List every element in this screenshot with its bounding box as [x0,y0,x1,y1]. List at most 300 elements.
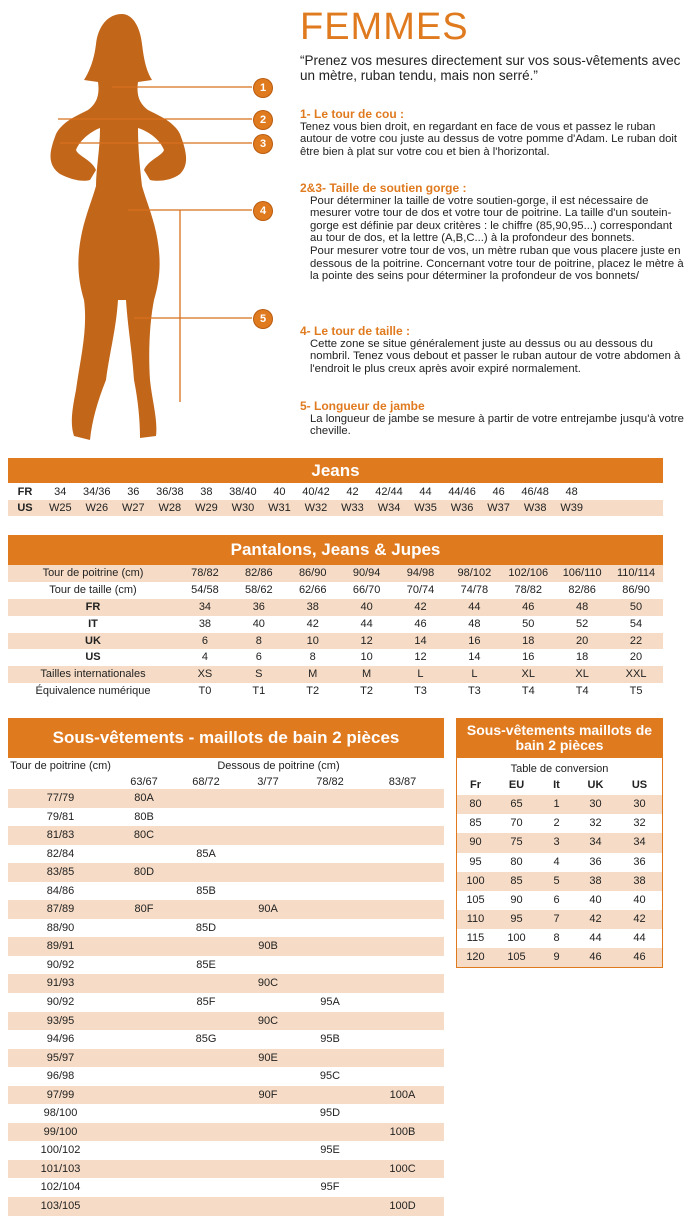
table-cell: Tour de taille (cm) [49,583,137,596]
table-cell: 100 [507,932,526,945]
table-cell: T0 [198,685,212,698]
table-cell: 100C [389,1162,416,1175]
table-cell: 70 [510,817,523,830]
conversion-title: Sous-vêtements maillots de bain 2 pièces [457,718,662,758]
table-cell: 20 [629,651,643,664]
sv-col-blank [8,775,113,789]
table-cell: 80F [134,903,154,916]
table-cell: 95/97 [46,1051,75,1064]
table-row [8,1178,444,1197]
table-cell: 85 [510,874,523,887]
conversion-subtitle: Table de conversion [510,763,609,775]
table-cell: M [308,668,318,681]
table-cell: 102/106 [508,567,549,579]
table-cell: W34 [377,502,401,514]
table-cell: 90 [469,836,482,849]
table-row [8,649,663,666]
table-cell [299,919,361,938]
table-cell: US [17,502,33,514]
table-cell: 85G [195,1033,217,1046]
table-cell [361,900,444,919]
table-cell [113,1104,175,1123]
table-row [8,633,663,650]
table-cell [299,1160,361,1179]
table-cell: 46 [492,486,505,498]
table-cell: T4 [575,685,589,698]
table-cell [361,993,444,1012]
table-cell: W28 [158,502,182,514]
table-cell: US [85,651,101,664]
table-row [8,937,444,956]
table-cell [113,1197,175,1216]
table-cell: IT [88,617,98,630]
table-cell [175,1123,237,1142]
column-header: It [553,779,560,791]
sv-group-label: Dessous de poitrine (cm) [217,760,340,772]
table-cell [175,1104,237,1123]
table-cell: 4 [553,855,560,868]
table-cell [175,808,237,827]
table-cell: 58/62 [245,583,273,596]
table-cell: 90E [258,1051,278,1064]
table-cell [175,1160,237,1179]
section-1-heading: 1- Le tour de cou : [300,107,405,121]
column-header: 78/82 [316,776,344,788]
table-cell [299,1123,361,1142]
table-cell: 86/90 [622,583,650,596]
table-cell: 34 [589,836,602,849]
table-cell: 36 [127,486,140,498]
table-row [8,1197,444,1216]
table-row [457,948,662,967]
table-cell: 44 [419,486,432,498]
table-cell [361,863,444,882]
table-cell: W32 [304,502,328,514]
table-cell [113,1030,175,1049]
table-cell [175,1012,237,1031]
table-cell: 9 [553,951,560,964]
column-header: UK [587,779,604,791]
table-row [8,484,663,500]
table-cell: 79/81 [46,810,75,823]
table-cell: 101/103 [40,1162,81,1175]
table-cell: 48 [576,600,589,613]
table-cell: 70/74 [406,583,435,596]
table-cell: T1 [252,685,266,698]
table-cell: XL [575,668,589,681]
sv-col-label: Tour de poitrine (cm) [10,760,111,772]
table-cell [175,863,237,882]
section-1 [300,108,685,158]
table-cell: 95D [319,1107,341,1120]
table-cell: 115 [466,932,485,945]
table-cell: 75 [510,836,523,849]
table-cell [361,1178,444,1197]
table-cell [237,1030,299,1049]
table-cell: 32 [589,817,602,830]
table-cell: 18 [522,634,535,647]
table-cell: 94/98 [406,567,435,579]
table-cell [361,1049,444,1068]
table-cell [237,789,299,808]
table-cell: 52 [576,617,589,630]
table-cell: W38 [523,502,547,514]
table-cell [299,845,361,864]
column-header: EU [508,779,525,791]
table-cell: 80A [134,792,154,804]
table-row [8,863,444,882]
table-cell: UK [85,634,101,647]
table-row [8,826,444,845]
table-cell: 18 [576,651,589,664]
table-cell [361,1030,444,1049]
table-cell: 62/66 [298,583,327,596]
table-cell [361,882,444,901]
table-cell [175,1086,237,1105]
table-cell [237,993,299,1012]
table-cell: W27 [122,502,145,514]
table-cell: 90F [258,1088,278,1101]
table-cell: W35 [414,502,437,514]
table-cell [361,808,444,827]
table-cell: 14 [468,651,481,664]
table-cell [113,1178,175,1197]
table-cell: 83/85 [46,866,75,879]
table-cell [361,919,444,938]
table-cell: T3 [467,685,481,698]
table-cell [299,1049,361,1068]
table-cell: T4 [521,685,535,698]
table-cell: 95 [469,855,482,868]
table-cell: 95E [320,1144,340,1157]
table-cell: 98/102 [457,567,492,579]
table-cell: 78/82 [191,567,219,579]
table-cell: 90 [510,893,523,906]
table-cell [299,937,361,956]
table-cell: 20 [576,634,589,647]
sv-cols-row [8,775,444,789]
table-cell: 100D [389,1200,416,1213]
table-row [8,582,663,599]
table-cell: 42 [633,912,646,925]
table-cell [113,956,175,975]
page-title: FEMMES [300,6,469,48]
section-5-body: La longueur de jambe se mesure à partir de votre entrejambe jusqu'à votre cheville. [310,412,684,438]
table-cell: 42 [346,486,359,498]
column-header: US [631,779,648,791]
column-header: 63/67 [130,776,158,788]
table-cell [361,974,444,993]
table-cell [175,789,237,808]
jeans-title: Jeans [8,458,663,484]
sous-vetements-title: Sous-vêtements - maillots de bain 2 pièces [8,718,444,758]
table-cell: 85F [196,996,216,1009]
table-cell [237,1178,299,1197]
table-cell [361,789,444,808]
table-cell [113,882,175,901]
table-cell: 66/70 [352,583,381,596]
table-cell: 46 [633,951,646,964]
table-cell [361,1012,444,1031]
table-cell: 85D [195,921,217,934]
section-2-heading: 2&3- Taille de soutien gorge : [300,181,467,195]
table-cell: 90C [257,1014,279,1027]
table-row [457,872,662,891]
table-cell [237,1197,299,1216]
table-cell: Tailles internationales [40,668,146,681]
table-cell: 65 [510,798,523,811]
table-cell [361,1104,444,1123]
table-row [8,974,444,993]
marker-5: 5 [254,310,272,328]
table-row [457,910,662,929]
table-row [457,853,662,872]
table-cell [361,845,444,864]
table-cell: 44/46 [448,486,476,498]
table-cell: 44 [468,600,481,613]
table-cell: 95B [320,1033,340,1046]
table-cell: W36 [450,502,474,514]
table-cell: 74/78 [460,583,489,596]
table-cell: W30 [231,502,255,514]
table-cell: 8 [255,634,262,647]
table-cell: 40 [589,893,602,906]
table-cell: 38 [589,874,602,887]
conversion-header-row [457,776,662,795]
table-cell [361,937,444,956]
table-row [8,1160,444,1179]
table-cell: 91/93 [46,977,75,990]
table-cell: 12 [360,634,373,647]
table-cell: 44 [589,932,602,945]
table-cell: 6 [553,893,560,906]
table-cell: 7 [553,912,560,925]
section-2-body: Pour déterminer la taille de votre soutien-gorge, il est nécessaire de mesurer votre tour de dos et votre tour de poitrine. La taille d'un soutein-gorge est définie par deux critères : le chiffre (85,90,95...) correspondant au tour de dos, et la lettre (A,B,C...) à la profondeur des bonnets. [310,194,673,245]
table-cell: 98/100 [43,1107,78,1120]
conversion-table [456,718,663,968]
table-cell: 95F [320,1181,340,1194]
table-cell: 40 [252,617,265,630]
table-cell: 89/91 [46,940,75,953]
marker-1: 1 [254,79,272,97]
table-cell: 84/86 [46,884,75,897]
table-cell: 22 [629,634,643,647]
table-cell: T2 [306,685,320,698]
table-cell: 90/92 [46,958,75,971]
pantalons-title: Pantalons, Jeans & Jupes [8,535,663,565]
table-cell [175,1141,237,1160]
table-cell [299,808,361,827]
table-cell: 36 [633,855,646,868]
table-cell: 85B [196,884,216,897]
section-5-heading: 5- Longueur de jambe [300,399,425,413]
table-cell: 120 [466,951,485,964]
table-cell [175,974,237,993]
table-cell: 14 [414,634,427,647]
table-cell: 77/79 [46,792,75,804]
table-cell [299,974,361,993]
column-header: Fr [470,779,481,791]
table-cell: 40/42 [302,486,330,498]
table-cell: 8 [309,651,316,664]
column-header: 83/87 [388,776,417,788]
table-cell: W37 [487,502,510,514]
table-cell: 44 [633,932,646,945]
sous-vetements-table [8,718,444,1216]
table-cell: 30 [633,798,646,811]
table-cell [175,900,237,919]
table-cell [113,1067,175,1086]
table-cell: XL [521,668,535,681]
table-cell [113,1123,175,1142]
table-cell: 100/102 [40,1144,81,1157]
table-cell: 4 [201,651,208,664]
table-row [457,891,662,910]
table-cell: 38 [200,486,213,498]
table-row [8,808,444,827]
table-cell: XS [197,668,213,681]
table-row [8,666,663,683]
table-cell [113,937,175,956]
table-row [8,1049,444,1068]
table-cell: 82/84 [46,847,75,860]
table-cell: 16 [468,634,481,647]
table-row [8,1012,444,1031]
table-cell [237,826,299,845]
table-row [457,833,662,852]
table-cell [237,882,299,901]
table-cell: 10 [360,651,373,664]
table-cell: 12 [414,651,427,664]
table-cell [299,863,361,882]
table-cell: 1 [553,798,560,811]
table-cell [299,900,361,919]
table-cell: 6 [255,651,262,664]
table-cell [299,1012,361,1031]
marker-2: 2 [254,111,272,129]
table-cell: 93/95 [46,1014,75,1027]
table-row [8,789,444,808]
table-cell [237,1104,299,1123]
table-row [8,882,444,901]
section-4-body: Cette zone se situe généralement juste au dessus ou au dessous du nombril. Tenez vous debout et passer le ruban autour de votre abdomen à l'endroit le plus creux après avoir expiré normalement. [310,337,681,375]
table-cell [237,808,299,827]
table-cell [113,1141,175,1160]
table-cell: 94/96 [46,1033,75,1046]
table-cell: W33 [341,502,364,514]
table-cell: 38 [306,600,319,613]
table-cell: 46/48 [521,486,549,498]
table-cell: 80B [134,810,154,823]
table-cell: 48 [565,486,578,498]
table-cell: 2 [553,817,560,830]
table-cell: 34 [54,486,67,498]
table-cell: T2 [360,685,374,698]
table-cell [175,1178,237,1197]
table-cell: 85A [196,847,216,860]
table-row [8,1104,444,1123]
table-cell: 85 [469,817,482,830]
table-cell: 46 [522,600,535,613]
intro-quote: “Prenez vos mesures directement sur vos sous-vêtements avec un mètre, ruban tendu, mais non serré.” [300,53,681,83]
table-row [8,1141,444,1160]
table-row [457,814,662,833]
table-cell: 42 [414,600,427,613]
table-cell [361,956,444,975]
table-cell: 50 [522,617,535,630]
table-cell: 82/86 [568,583,596,596]
table-cell [113,993,175,1012]
table-cell: 80 [469,798,482,811]
table-cell: 38 [633,874,646,887]
table-cell [237,845,299,864]
table-cell: W26 [85,502,109,514]
table-row [8,919,444,938]
table-cell: 42/44 [375,486,403,498]
section-4 [300,325,685,375]
table-cell: 110/114 [616,567,656,579]
table-row [8,845,444,864]
table-cell: 80 [510,855,523,868]
table-cell: Équivalence numérique [35,685,151,698]
table-cell: 99/100 [43,1125,78,1138]
table-cell [113,919,175,938]
table-cell: 5 [553,874,560,887]
pantalons-table [8,535,663,700]
table-row [8,1067,444,1086]
marker-4: 4 [254,202,272,220]
table-cell: 34 [633,836,646,849]
table-cell [237,863,299,882]
table-row [8,1123,444,1142]
table-cell: FR [17,486,33,498]
table-cell: 44 [360,617,373,630]
table-cell: 86/90 [298,567,327,579]
table-cell [237,919,299,938]
sv-header-row [8,758,444,775]
table-row [8,1086,444,1105]
table-cell [237,956,299,975]
table-cell: 40 [633,893,646,906]
table-cell: W31 [268,502,291,514]
table-cell: 54/58 [191,583,219,596]
table-cell: 48 [468,617,481,630]
table-row [8,956,444,975]
section-4-heading: 4- Le tour de taille : [300,324,411,338]
table-row [8,683,663,700]
table-cell [299,789,361,808]
table-cell: 34/36 [83,486,111,498]
table-cell: 105 [507,951,526,964]
table-row [8,993,444,1012]
table-cell: 90/94 [352,567,381,579]
table-cell [113,1160,175,1179]
table-row [8,599,663,616]
table-cell: 30 [589,798,602,811]
table-cell: 50 [629,600,643,613]
table-cell: 36 [589,855,602,868]
column-header: 3/77 [257,776,279,788]
table-cell: M [362,668,372,681]
table-cell [113,1086,175,1105]
table-cell: 103/105 [40,1200,81,1213]
table-cell: 10 [306,634,319,647]
table-cell [361,1067,444,1086]
table-cell [237,1067,299,1086]
table-cell: 87/89 [46,903,75,916]
section-1-body: Tenez vous bien droit, en regardant en face de vous et passez le ruban autour de votre cou juste au dessus de votre pomme d'Adam. Le ruban doit être bien à plat sur votre cou et bien à l'horizontal. [300,120,678,158]
table-cell: W29 [195,502,218,514]
